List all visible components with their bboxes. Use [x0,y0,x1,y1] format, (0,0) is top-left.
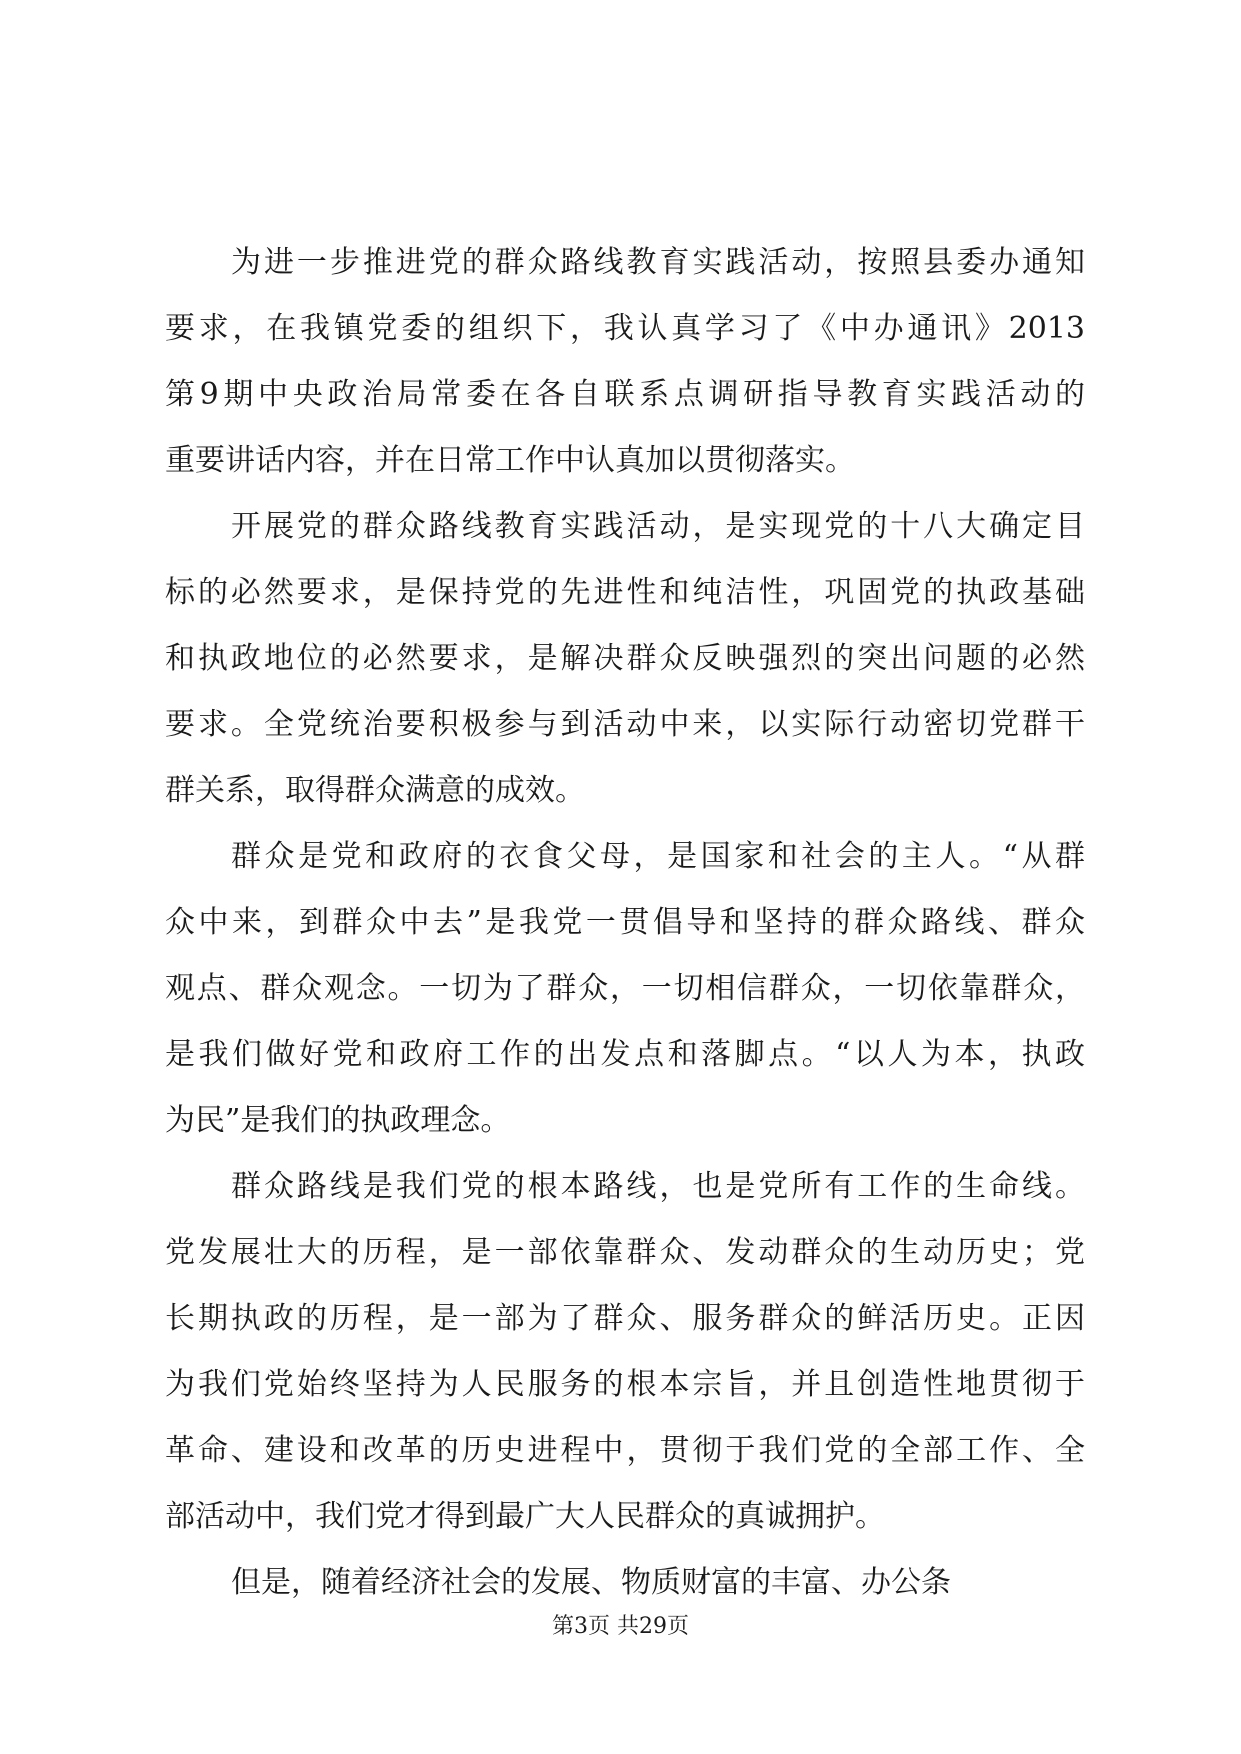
text-line: 革命、建设和改革的历史进程中，贯彻于我们党的全部工作、全 [165,1433,1085,1468]
text-line: 要求。全党统治要积极参与到活动中来，以实际行动密切党群干 [165,707,1085,742]
text-line: 为进一步推进党的群众路线教育实践活动，按照县委办通知 [231,245,1085,280]
text-line: 群关系，取得群众满意的成效。 [165,773,585,808]
page-footer [0,1612,1241,1642]
text-line: 标的必然要求，是保持党的先进性和纯洁性，巩固党的执政基础 [165,575,1085,610]
text-line: 和执政地位的必然要求，是解决群众反映强烈的突出问题的必然 [165,641,1085,676]
page-number-label: 第3页 共29页 [552,1614,689,1639]
text-line: 为民”是我们的执政理念。 [165,1103,511,1138]
text-line: 重要讲话内容，并在日常工作中认真加以贯彻落实。 [165,443,855,478]
text-line: 观点、群众观念。一切为了群众，一切相信群众，一切依靠群众， [165,971,1085,1006]
text-line: 第9期中央政治局常委在各自联系点调研指导教育实践活动的 [165,377,1085,412]
text-line: 群众是党和政府的衣食父母，是国家和社会的主人。“从群 [231,839,1085,874]
text-line: 党发展壮大的历程，是一部依靠群众、发动群众的生动历史；党 [165,1235,1085,1270]
text-line: 群众路线是我们党的根本路线，也是党所有工作的生命线。 [231,1169,1085,1204]
text-line: 要求，在我镇党委的组织下，我认真学习了《中办通讯》2013 [165,311,1085,346]
text-line: 是我们做好党和政府工作的出发点和落脚点。“以人为本，执政 [165,1037,1085,1072]
text-line: 为我们党始终坚持为人民服务的根本宗旨，并且创造性地贯彻于 [165,1367,1085,1402]
text-line: 开展党的群众路线教育实践活动，是实现党的十八大确定目 [231,509,1085,544]
text-line: 众中来，到群众中去”是我党一贯倡导和坚持的群众路线、群众 [165,905,1085,940]
document-body [165,230,1085,1616]
text-line: 但是，随着经济社会的发展、物质财富的丰富、办公条 [231,1565,951,1600]
text-line: 部活动中，我们党才得到最广大人民群众的真诚拥护。 [165,1499,885,1534]
text-line: 长期执政的历程，是一部为了群众、服务群众的鲜活历史。正因 [165,1301,1085,1336]
